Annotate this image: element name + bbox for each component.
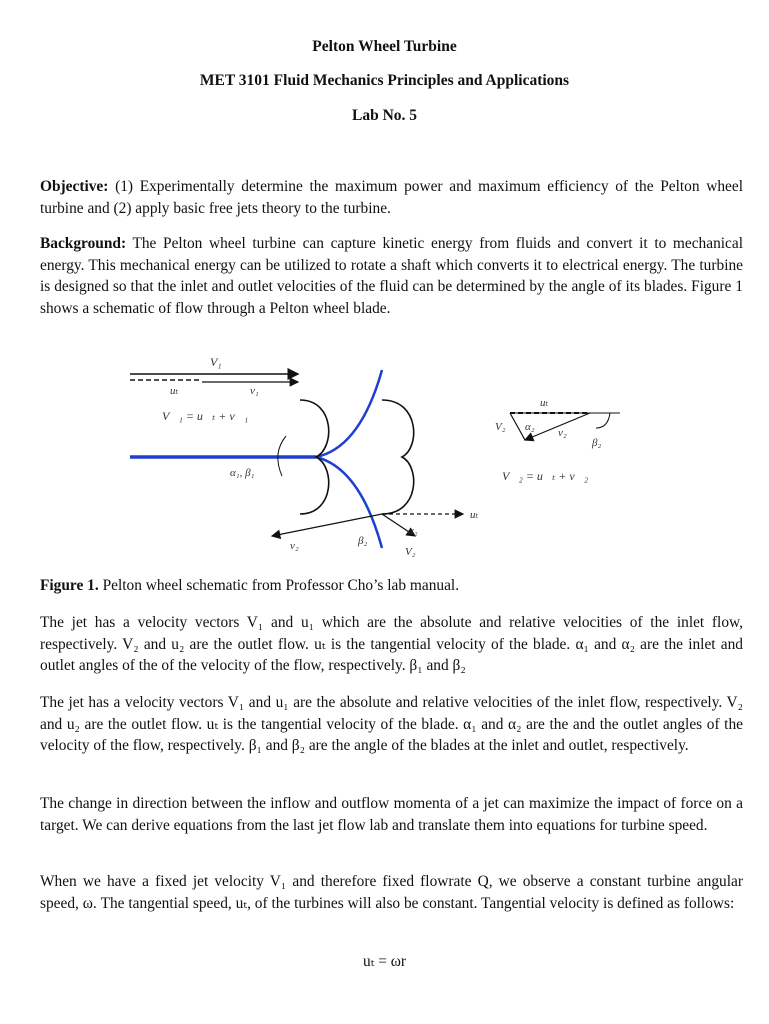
label-tri-ut: uₜ: [540, 397, 549, 409]
figure-caption: [40, 575, 743, 597]
triangle-V2-line: [510, 413, 525, 440]
bucket-right-outline: [382, 400, 414, 514]
label-V2: V₂: [405, 546, 416, 558]
pelton-schematic: [120, 348, 620, 560]
triangle-beta2-arc: [596, 413, 610, 428]
label-eq2: V⃗₂ = u⃗ₜ + v⃗₂: [502, 469, 589, 483]
document-title: Pelton Wheel Turbine: [312, 38, 457, 55]
objective-label: Objective:: [40, 178, 109, 195]
label-tri-alpha2: α₂: [525, 421, 535, 433]
label-v2: v₂: [290, 540, 299, 552]
v2-relative-arrow: [272, 514, 382, 536]
background-label: Background:: [40, 235, 127, 252]
lower-outflow-curve: [316, 457, 382, 548]
paragraph-3: The change in direction between the inflow and outflow momenta of a jet can maximize the impact of force on a target. We can derive equations from the last jet flow lab and translate them into equations for turbine speed.: [40, 795, 743, 834]
paragraph-4: When we have a fixed jet velocity V₁ and therefore fixed flowrate Q, we observe a constant turbine angular speed, ω. The tangential speed, uₜ, of the turbines will also be constant. Tangential velocity is defined as follows:: [40, 873, 743, 912]
label-tri-v2: v₂: [558, 427, 567, 439]
label-tri-V2: V₂: [495, 421, 506, 433]
background-paragraph: [40, 233, 743, 319]
label-v1: v₁: [250, 385, 259, 397]
objective-paragraph: [40, 176, 743, 219]
paragraph-2: The jet has a velocity vectors V₁ and u₁ are the absolute and relative velocities of the inlet flow, respectively. V₂ and u₂ are the outlet flow. uₜ is the tangential velocity of the blade. α₁ and α₂ are the and the outlet angles of the velocity of the flow, respectively. β₁ and β₂ are the angle of the blades at the inlet and outlet, respectively.: [40, 694, 743, 755]
label-ut-right: uₜ: [470, 509, 479, 521]
figure-caption-label: Figure 1.: [40, 577, 99, 594]
label-alpha2: α₂: [408, 525, 418, 537]
course-title: MET 3101 Fluid Mechanics Principles and Applications: [199, 72, 570, 89]
pelton-wheel-figure: [120, 348, 620, 560]
label-alpha1-beta1: α₁, β₁: [230, 467, 255, 479]
label-beta2: β₂: [358, 535, 368, 547]
label-ut: uₜ: [170, 385, 179, 397]
objective-text: (1) Experimentally determine the maximum power and maximum efficiency of the Pelton wheel turbine and (2) apply basic free jets theory to the turbine.: [40, 178, 743, 217]
lab-number: Lab No. 5: [351, 107, 418, 124]
figure-caption-text: Pelton wheel schematic from Professor Cho’s lab manual.: [98, 577, 460, 594]
paragraph-1: The jet has a velocity vectors V₁ and u₁ which are the absolute and relative velocities of the inlet flow, respectively. V₂ and u₂ are the outlet flow. uₜ is the tangential velocity of the blade. α₁ and α₂ are the inlet and outlet angles of the of the velocity of the flow, respectively. β₁ and β₂: [40, 614, 743, 675]
label-eq1: V⃗₁ = u⃗ₜ + v⃗₁: [162, 409, 249, 423]
label-V1: V₁: [210, 355, 222, 369]
background-text: The Pelton wheel turbine can capture kinetic energy from fluids and convert it to mechanical energy. This mechanical energy can be utilized to rotate a shaft which converts it to electrical energy. The turbine is designed so that the inlet and outlet velocities of the fluid can be determined by the angle of its blades. Figure 1 shows a schematic of flow through a Pelton wheel blade.: [40, 235, 743, 317]
label-tri-beta2: β₂: [592, 437, 602, 449]
tangential-velocity-equation: uₜ = ωr: [362, 953, 407, 970]
